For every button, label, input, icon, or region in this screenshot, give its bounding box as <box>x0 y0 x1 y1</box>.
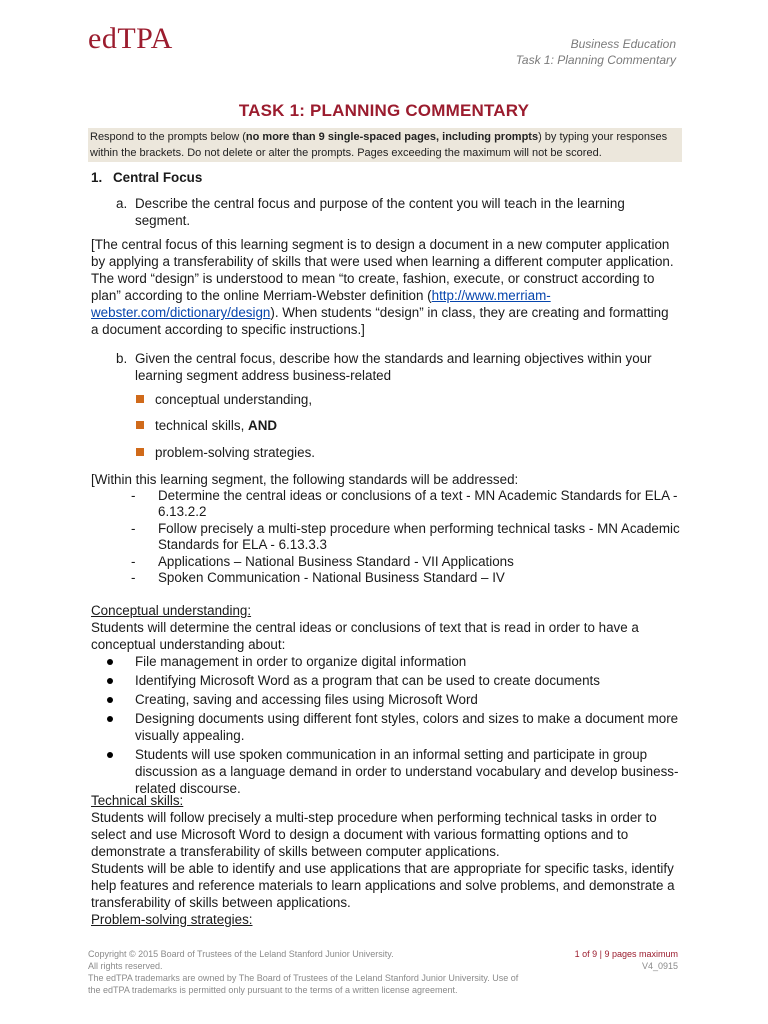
list-item-text: Identifying Microsoft Word as a program that can be used to create documents <box>135 673 600 688</box>
dash-marker: - <box>131 520 136 536</box>
prompt-b-text: Given the central focus, describe how the standards and learning objectives within your learning segment address business-related <box>135 351 652 383</box>
page-count: 1 of 9 | 9 pages maximum <box>574 949 678 959</box>
bullet-dot-icon <box>107 752 113 758</box>
response-a <box>91 236 679 338</box>
bullet-dot-icon <box>107 678 113 684</box>
merriam-webster-link[interactable]: http://www.merriam-webster.com/dictionary/design <box>91 288 551 320</box>
list-item-text: Designing documents using different font styles, colors and sizes to make a document more visually appealing. <box>135 711 679 743</box>
square-bullet-icon <box>136 395 144 403</box>
prompt-b-item-text: conceptual understanding, <box>155 392 313 407</box>
task-label: Task 1: Planning Commentary <box>515 53 676 67</box>
standard-text: Follow precisely a multi-step procedure when performing technical tasks - MN Academic Standards for ELA - 6.13.3.3 <box>158 520 680 553</box>
prompt-b-item <box>136 445 315 460</box>
conceptual-bullets <box>104 653 679 799</box>
page-footer <box>88 948 678 996</box>
standard-item <box>124 521 680 554</box>
section-title: Central Focus <box>113 170 203 185</box>
conceptual-heading: Conceptual understanding: <box>91 603 252 618</box>
dash-marker: - <box>131 553 136 569</box>
copyright-text: Copyright © 2015 Board of Trustees of the Leland Stanford Junior University. <box>88 949 394 959</box>
list-item <box>104 672 679 689</box>
technical-paragraph-1: Students will follow precisely a multi-step procedure when performing technical tasks in order to select and use Microsoft Word to design a document with various formatting options and to demonstrate a transferability of skills between computer applications. <box>91 810 657 859</box>
prompt-b-letter: b. <box>116 351 128 366</box>
document-header <box>516 36 676 68</box>
response-b-intro: [Within this learning segment, the following standards will be addressed: <box>91 472 519 487</box>
prompt-b-item <box>136 392 312 407</box>
dash-marker: - <box>131 488 136 503</box>
prompt-a-letter: a. <box>116 196 128 211</box>
square-bullet-icon <box>136 421 144 429</box>
prompt-a-text: Describe the central focus and purpose of the content you will teach in the learning segment. <box>135 196 625 228</box>
instructions-bold: no more than 9 single-spaced pages, including prompts <box>245 131 539 143</box>
edtpa-logo: edTPA <box>88 22 173 55</box>
conceptual-section <box>91 602 679 653</box>
list-item-text: Creating, saving and accessing files using Microsoft Word <box>135 692 478 707</box>
prompt-a <box>116 195 676 229</box>
response-a-text-2: ). When students “design” in class, they are creating and formatting a document according to specific instructions.] <box>91 305 669 337</box>
technical-section <box>91 792 679 928</box>
response-a-text-1: [The central focus of this learning segment is to design a document in a new computer application by applying a transferability of skills that were used when learning a different computer application. The word “design” is understood to mean “to create, fashion, execute, or construct according to plan” according to the online Merriam-Webster definition ( <box>91 237 674 303</box>
standard-text: Applications – National Business Standard - VII Applications <box>158 553 514 569</box>
square-bullet-icon <box>136 448 144 456</box>
rights-text: All rights reserved. <box>88 961 163 971</box>
list-item-text: Students will use spoken communication in an informal setting and participate in group discussion as a language demand in order to understand vocabulary and develop business-related discourse. <box>135 747 679 796</box>
standard-text: Determine the central ideas or conclusions of a text - MN Academic Standards for ELA - 6.13.2.2 <box>158 488 678 520</box>
standard-item <box>124 570 680 586</box>
subject-label: Business Education <box>570 37 676 51</box>
technical-paragraph-2: Students will be able to identify and use applications that are appropriate for specific tasks, identify help features and reference materials to learn applications and solve problems, and demonstrate a transferability of skills between applications. <box>91 861 675 910</box>
trademark-text: The edTPA trademarks are owned by The Board of Trustees of the Leland Stanford Junior University. Use of the edTPA trademarks is permitted only pursuant to the terms of a written license agreement. <box>88 973 519 995</box>
prompt-b-item-text: problem-solving strategies. <box>155 445 316 460</box>
footer-left <box>88 948 528 996</box>
standard-text: Spoken Communication - National Business Standard – IV <box>158 570 505 586</box>
standard-item <box>124 554 680 570</box>
standard-item <box>124 488 680 521</box>
standards-list <box>124 488 680 586</box>
section-heading <box>91 170 202 185</box>
bullet-dot-icon <box>107 659 113 665</box>
version-label: V4_0915 <box>641 961 678 971</box>
prompt-b <box>116 350 676 384</box>
section-number: 1. <box>91 170 103 185</box>
conceptual-intro: Students will determine the central ideas or conclusions of text that is read in order to have a conceptual understanding about: <box>91 620 639 652</box>
page-title: TASK 1: PLANNING COMMENTARY <box>238 101 530 120</box>
bullet-dot-icon <box>107 697 113 703</box>
list-item <box>104 746 679 797</box>
footer-right <box>575 948 678 972</box>
list-item <box>104 691 679 708</box>
prompt-b-item-bold: AND <box>248 418 278 433</box>
dash-marker: - <box>131 570 136 586</box>
list-item-text: File management in order to organize digital information <box>135 654 467 669</box>
technical-heading: Technical skills: <box>91 793 184 808</box>
instructions-box <box>88 128 682 162</box>
problem-solving-heading: Problem-solving strategies: <box>91 912 253 927</box>
bullet-dot-icon <box>107 716 113 722</box>
prompt-b-item-text: technical skills, <box>155 418 249 433</box>
list-item <box>104 710 679 744</box>
prompt-b-item <box>136 418 277 433</box>
instructions-text-2: ) by typing your responses within the brackets. Do not delete or alter the prompts. Pages exceeding the maximum will not be scored. <box>90 131 668 159</box>
list-item <box>104 653 679 670</box>
instructions-text-1: Respond to the prompts below ( <box>90 131 246 143</box>
